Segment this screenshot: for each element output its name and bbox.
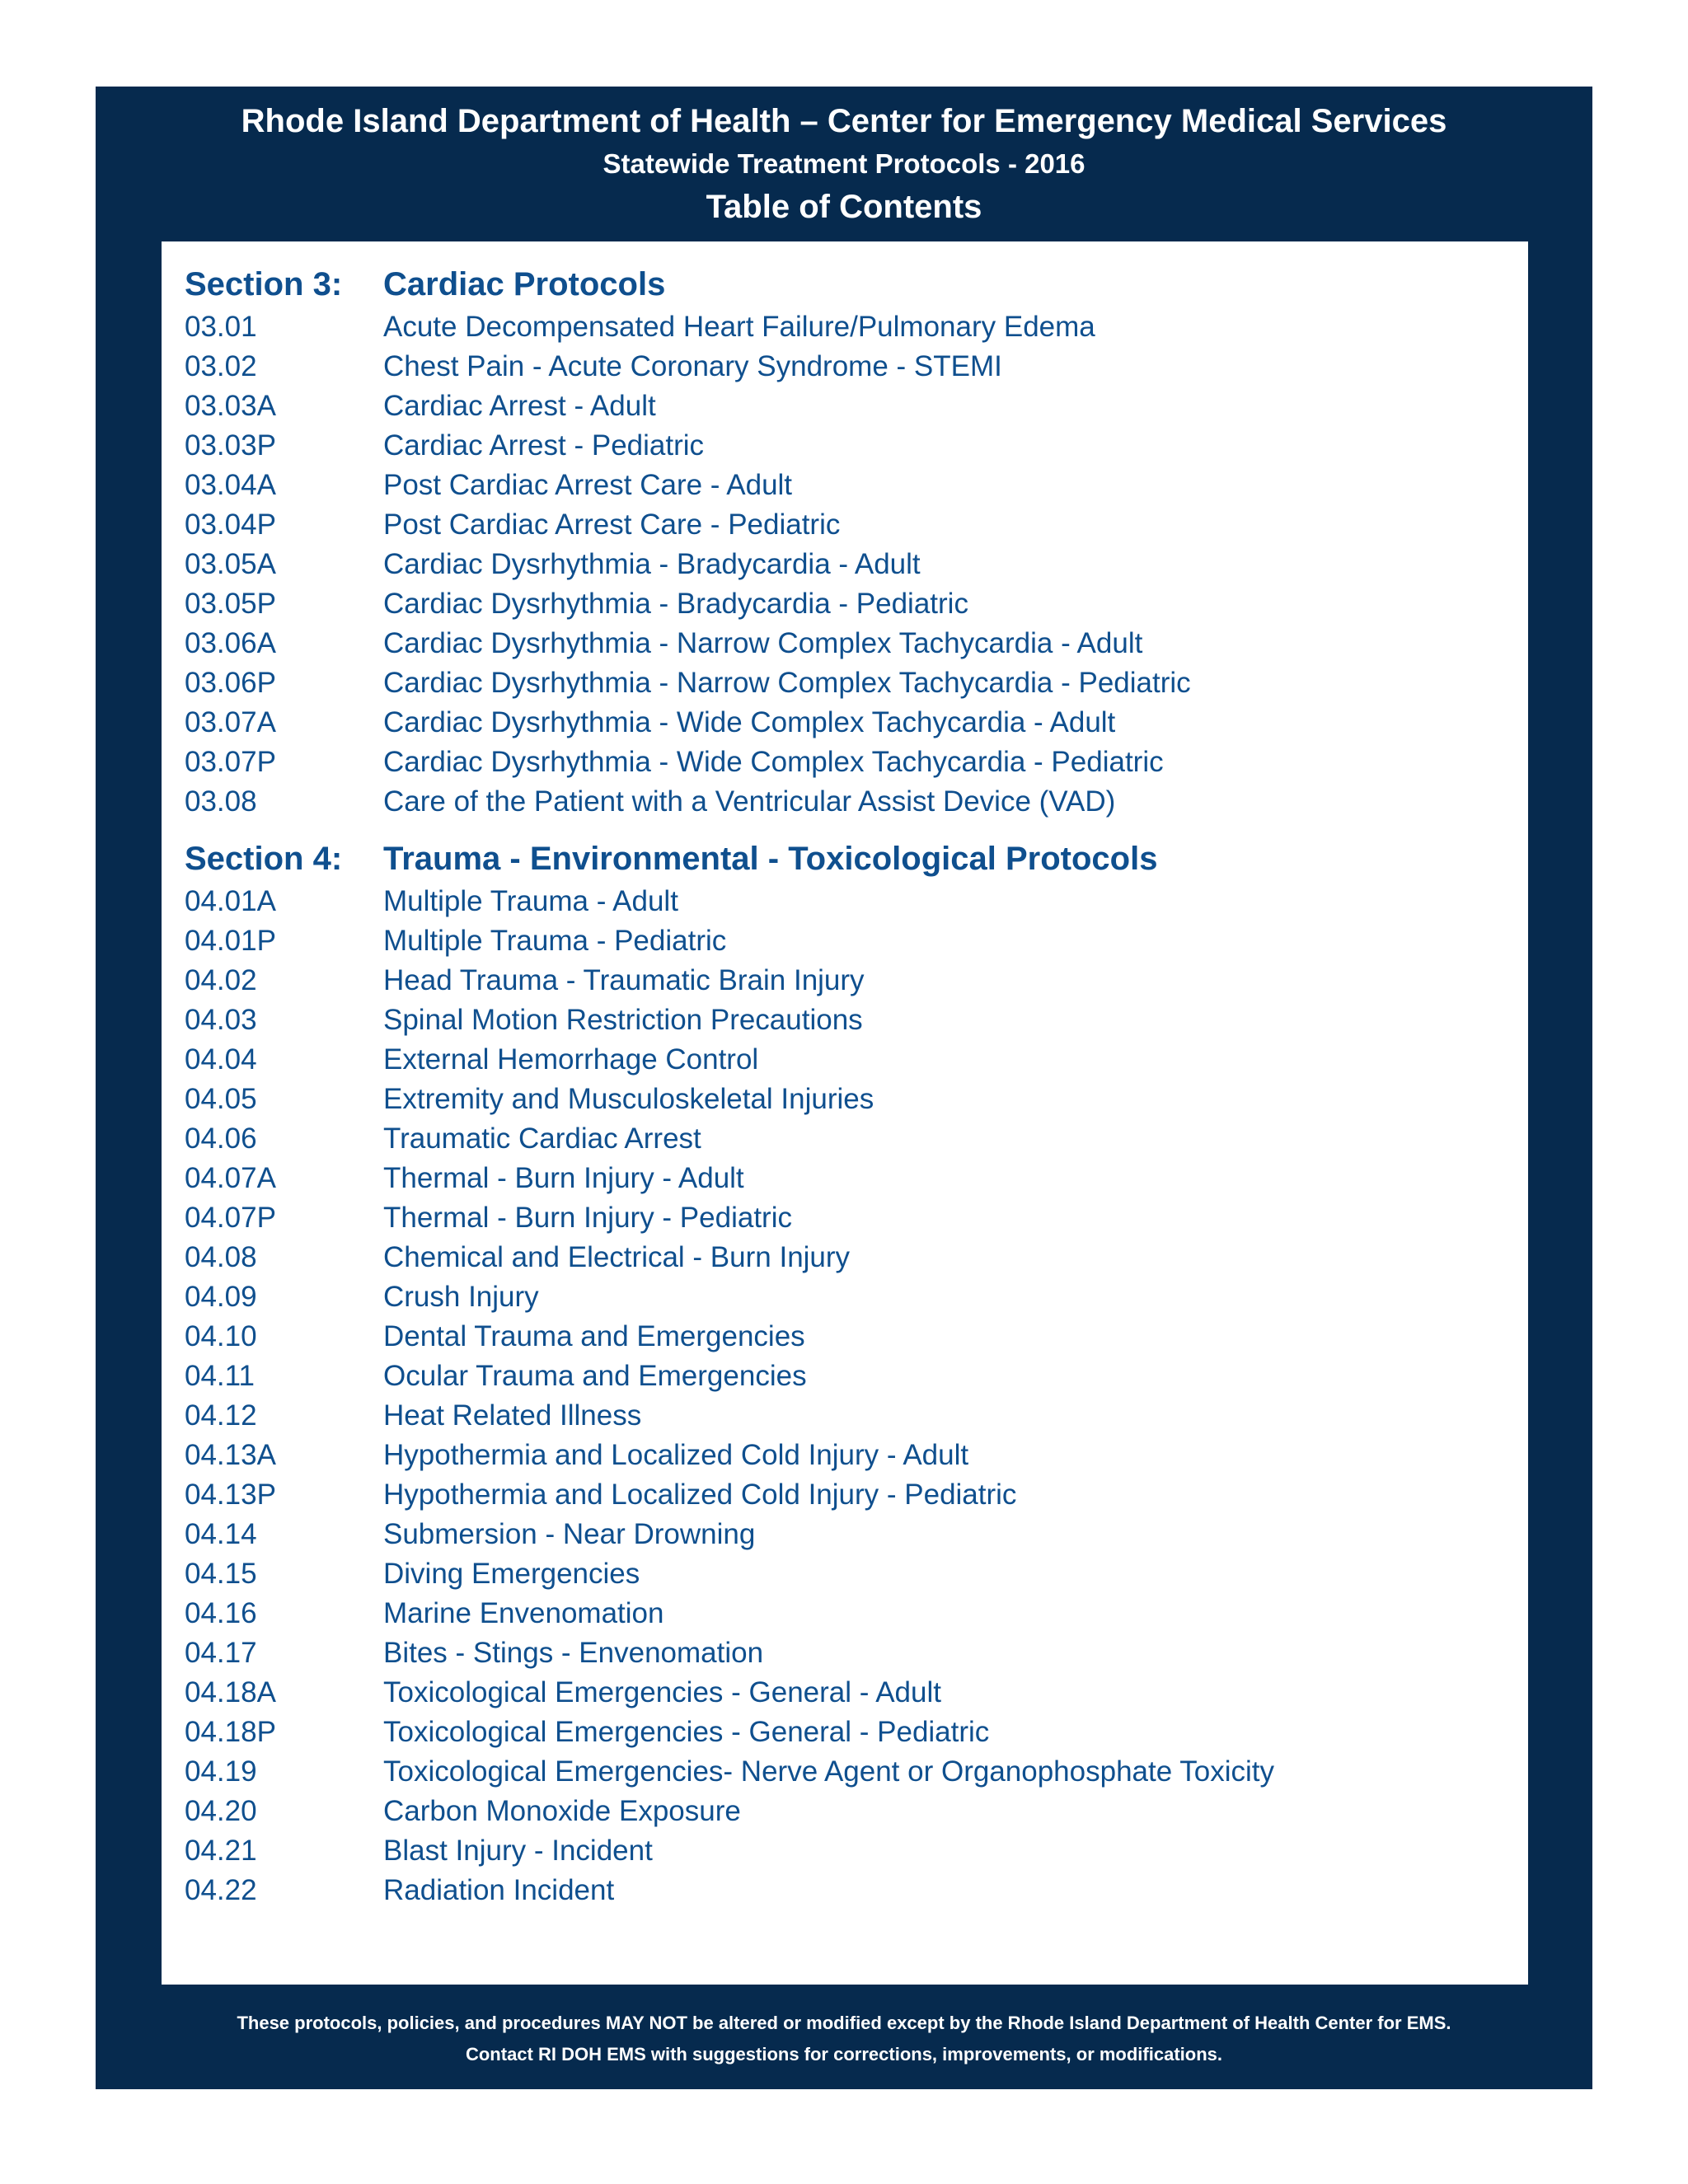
protocol-number: 04.01P (185, 925, 276, 957)
protocol-title: Post Cardiac Arrest Care - Pediatric (383, 509, 841, 541)
protocol-number: 03.05A (185, 548, 276, 580)
toc-entry[interactable] (162, 1594, 1528, 1633)
protocol-number: 04.13P (185, 1479, 276, 1511)
protocol-title: Cardiac Dysrhythmia - Narrow Complex Tachycardia - Pediatric (383, 667, 1191, 699)
toc-entry[interactable] (162, 1159, 1528, 1198)
toc-entry[interactable] (162, 921, 1528, 961)
section-title: Cardiac Protocols (383, 266, 666, 302)
toc-entry[interactable] (162, 1396, 1528, 1436)
protocol-title: Carbon Monoxide Exposure (383, 1795, 741, 1827)
protocol-number: 04.19 (185, 1755, 257, 1788)
protocol-number: 03.06A (185, 627, 276, 659)
section-label: Section 4: (185, 841, 343, 877)
protocol-number: 03.07P (185, 746, 276, 778)
protocol-number: 03.04A (185, 469, 276, 501)
protocol-number: 04.20 (185, 1795, 257, 1827)
protocol-number: 03.08 (185, 785, 257, 818)
toc-entry[interactable] (162, 1831, 1528, 1871)
protocol-number: 04.03 (185, 1004, 257, 1036)
toc-entry[interactable] (162, 703, 1528, 743)
toc-entry[interactable] (162, 1554, 1528, 1594)
protocol-number: 04.06 (185, 1122, 257, 1155)
protocol-title: Diving Emergencies (383, 1558, 640, 1590)
toc-entry[interactable] (162, 961, 1528, 1001)
protocol-title: Submersion - Near Drowning (383, 1518, 756, 1550)
protocol-title: Cardiac Dysrhythmia - Bradycardia - Adult (383, 548, 921, 580)
protocol-title: Crush Injury (383, 1281, 539, 1313)
toc-entry[interactable] (162, 545, 1528, 584)
protocol-number: 04.11 (185, 1360, 255, 1392)
protocol-title: Radiation Incident (383, 1874, 615, 1906)
protocol-number: 04.22 (185, 1874, 257, 1906)
toc-entry[interactable] (162, 307, 1528, 347)
toc-entry[interactable] (162, 1633, 1528, 1673)
protocol-number: 03.06P (185, 667, 276, 699)
document-header (96, 87, 1592, 241)
toc-entry[interactable] (162, 1357, 1528, 1396)
toc-entry[interactable] (162, 1119, 1528, 1159)
protocol-number: 04.16 (185, 1597, 257, 1629)
toc-entry[interactable] (162, 505, 1528, 545)
protocol-title: Ocular Trauma and Emergencies (383, 1360, 807, 1392)
protocol-title: Post Cardiac Arrest Care - Adult (383, 469, 793, 501)
protocol-number: 03.04P (185, 509, 276, 541)
section-heading (162, 835, 1528, 883)
protocol-number: 03.02 (185, 350, 257, 382)
organization-title: Rhode Island Department of Health – Center for Emergency Medical Services (241, 103, 1447, 139)
protocol-number: 04.18A (185, 1676, 276, 1708)
protocol-number: 04.04 (185, 1043, 257, 1076)
protocol-number: 03.03A (185, 390, 276, 422)
protocol-title: Multiple Trauma - Adult (383, 885, 678, 917)
protocol-title: Cardiac Arrest - Pediatric (383, 429, 705, 462)
protocol-title: Hypothermia and Localized Cold Injury - Pediatric (383, 1479, 1017, 1511)
footer-notice (96, 1985, 1592, 2089)
protocol-number: 04.05 (185, 1083, 257, 1115)
protocol-title: Chest Pain - Acute Coronary Syndrome - STEMI (383, 350, 1002, 382)
protocol-title: Toxicological Emergencies- Nerve Agent or Organophosphate Toxicity (383, 1755, 1275, 1788)
protocol-title: Toxicological Emergencies - General - Adult (383, 1676, 941, 1708)
protocol-title: Extremity and Musculoskeletal Injuries (383, 1083, 874, 1115)
toc-entry[interactable] (162, 387, 1528, 426)
protocol-number: 04.17 (185, 1637, 257, 1669)
toc-entry[interactable] (162, 584, 1528, 624)
protocol-title: Cardiac Dysrhythmia - Bradycardia - Pediatric (383, 588, 968, 620)
protocol-title: Chemical and Electrical - Burn Injury (383, 1241, 851, 1273)
protocol-number: 04.18P (185, 1716, 276, 1748)
toc-entry[interactable] (162, 1515, 1528, 1554)
toc-entry[interactable] (162, 1871, 1528, 1910)
protocol-number: 04.01A (185, 885, 276, 917)
toc-entry[interactable] (162, 466, 1528, 505)
protocol-title: Multiple Trauma - Pediatric (383, 925, 727, 957)
protocol-title: Bites - Stings - Envenomation (383, 1637, 764, 1669)
document-subtitle: Statewide Treatment Protocols - 2016 (603, 148, 1085, 179)
toc-entry[interactable] (162, 1752, 1528, 1792)
toc-entry[interactable] (162, 1673, 1528, 1713)
protocol-number: 03.05P (185, 588, 276, 620)
protocol-number: 04.15 (185, 1558, 257, 1590)
contents-panel (162, 241, 1528, 1985)
footer-line-2: Contact RI DOH EMS with suggestions for corrections, improvements, or modifications. (465, 2044, 1222, 2064)
protocol-number: 03.03P (185, 429, 276, 462)
protocol-title: Care of the Patient with a Ventricular Assist Device (VAD) (383, 785, 1116, 818)
section-label: Section 3: (185, 266, 343, 302)
protocol-title: Acute Decompensated Heart Failure/Pulmonary Edema (383, 311, 1095, 343)
protocol-title: Cardiac Dysrhythmia - Wide Complex Tachycardia - Pediatric (383, 746, 1164, 778)
protocol-number: 04.13A (185, 1439, 276, 1471)
toc-entry[interactable] (162, 1317, 1528, 1357)
toc-entry[interactable] (162, 782, 1528, 822)
toc-entry[interactable] (162, 1040, 1528, 1080)
protocol-title: Marine Envenomation (383, 1597, 664, 1629)
section-title: Trauma - Environmental - Toxicological Protocols (383, 841, 1158, 877)
protocol-number: 04.14 (185, 1518, 257, 1550)
protocol-number: 04.09 (185, 1281, 257, 1313)
page-title: Table of Contents (706, 189, 982, 225)
footer-line-1: These protocols, policies, and procedures MAY NOT be altered or modified except by the Rhode Island Department of Health Center for EMS. (237, 2013, 1451, 2033)
page-frame (96, 87, 1592, 2089)
protocol-title: Spinal Motion Restriction Precautions (383, 1004, 863, 1036)
protocol-number: 04.08 (185, 1241, 257, 1273)
protocol-number: 04.12 (185, 1399, 257, 1432)
toc-entry[interactable] (162, 1713, 1528, 1752)
protocol-title: Cardiac Dysrhythmia - Wide Complex Tachycardia - Adult (383, 706, 1116, 738)
toc-entry[interactable] (162, 882, 1528, 921)
toc-entry[interactable] (162, 1198, 1528, 1238)
protocol-title: Hypothermia and Localized Cold Injury - Adult (383, 1439, 969, 1471)
toc-entry[interactable] (162, 347, 1528, 387)
protocol-title: Dental Trauma and Emergencies (383, 1320, 805, 1352)
protocol-title: Toxicological Emergencies - General - Pediatric (383, 1716, 990, 1748)
protocol-number: 03.07A (185, 706, 276, 738)
protocol-title: Cardiac Arrest - Adult (383, 390, 656, 422)
protocol-title: Traumatic Cardiac Arrest (383, 1122, 701, 1155)
protocol-title: Thermal - Burn Injury - Pediatric (383, 1202, 792, 1234)
protocol-number: 04.07A (185, 1162, 276, 1194)
toc-entry[interactable] (162, 1436, 1528, 1475)
protocol-title: Thermal - Burn Injury - Adult (383, 1162, 744, 1194)
table-of-contents (162, 241, 1528, 1985)
section-heading (162, 260, 1528, 308)
protocol-title: External Hemorrhage Control (383, 1043, 759, 1076)
protocol-number: 04.07P (185, 1202, 276, 1234)
protocol-title: Cardiac Dysrhythmia - Narrow Complex Tachycardia - Adult (383, 627, 1143, 659)
protocol-number: 04.02 (185, 964, 257, 996)
protocol-number: 04.21 (185, 1835, 257, 1867)
protocol-title: Heat Related Illness (383, 1399, 642, 1432)
toc-entry[interactable] (162, 1238, 1528, 1277)
toc-entry[interactable] (162, 1001, 1528, 1040)
toc-entry[interactable] (162, 1080, 1528, 1119)
toc-entry[interactable] (162, 1475, 1528, 1515)
toc-entry[interactable] (162, 663, 1528, 703)
protocol-number: 03.01 (185, 311, 257, 343)
toc-entry[interactable] (162, 743, 1528, 782)
toc-entry[interactable] (162, 1277, 1528, 1317)
protocol-number: 04.10 (185, 1320, 257, 1352)
toc-entry[interactable] (162, 624, 1528, 663)
toc-entry[interactable] (162, 1792, 1528, 1831)
protocol-title: Head Trauma - Traumatic Brain Injury (383, 964, 865, 996)
protocol-title: Blast Injury - Incident (383, 1835, 653, 1867)
toc-entry[interactable] (162, 426, 1528, 466)
